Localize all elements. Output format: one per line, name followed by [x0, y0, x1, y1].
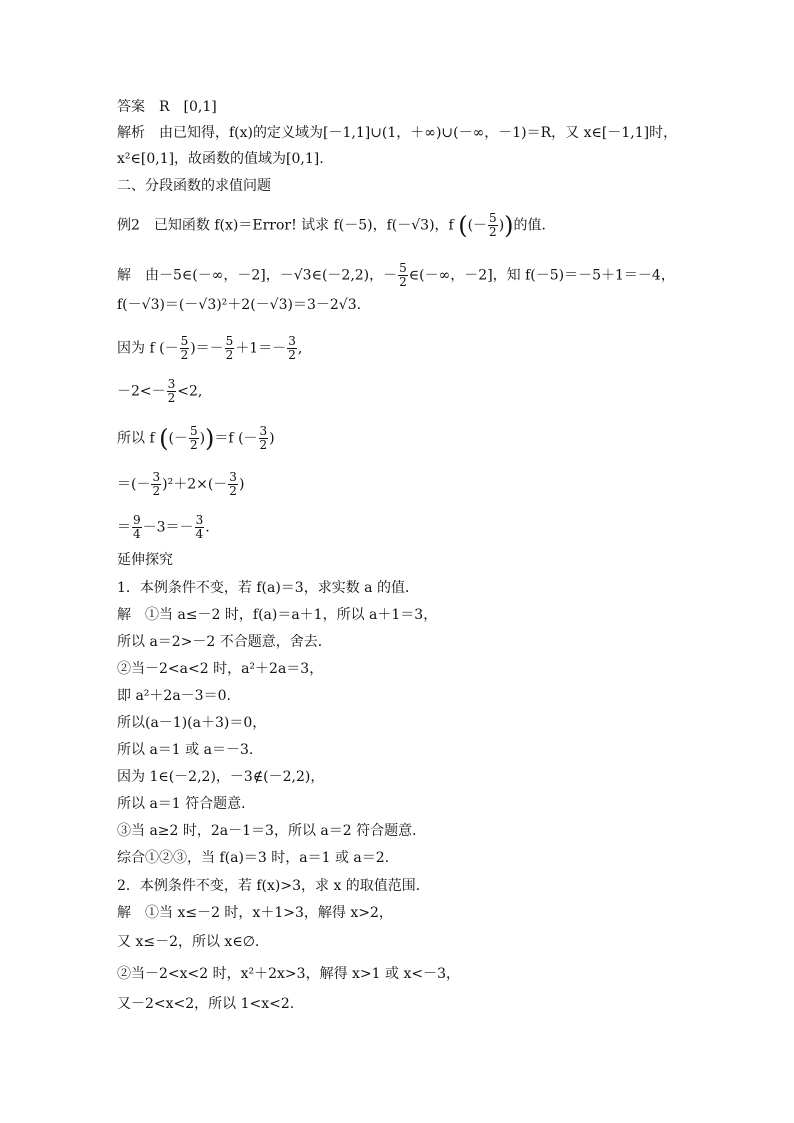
solution-text-tail: ∈(－∞，－2]，知 f(－5)＝－5＋1＝－4，: [408, 267, 675, 284]
numerator: 5: [399, 261, 407, 275]
paren: (: [159, 424, 169, 453]
paren: ): [205, 424, 215, 453]
fraction: [132, 514, 142, 541]
denominator: 2: [225, 348, 234, 362]
minus-sign: －: [209, 340, 224, 357]
q1-line-7: 因为 1∈(－2,2)，－3∉(－2,2)，: [117, 769, 325, 785]
denominator: 2: [288, 348, 296, 362]
fraction: [287, 335, 297, 362]
fraction: [167, 378, 177, 405]
equals: ＝: [117, 519, 131, 536]
solution-line-1: [117, 262, 675, 289]
fraction: [180, 335, 190, 362]
q1-line-10: 综合①②③，当 f(a)＝3 时，a＝1 或 a＝2.: [117, 850, 390, 866]
solution-line-5: [117, 425, 275, 452]
q2-line-2: 又 x≤－2，所以 x∈∅.: [117, 934, 260, 950]
q1-line-2: 所以 a＝2>－2 不合题意，舍去．: [117, 634, 332, 650]
numerator: 3: [195, 513, 204, 527]
paren: (: [467, 217, 474, 234]
paren: (: [159, 340, 165, 357]
paren: ): [498, 217, 505, 234]
square-plus: ²＋2×: [167, 476, 208, 493]
fraction: [398, 262, 408, 289]
paren: ): [199, 430, 206, 447]
solution-line-2: f(－√3)＝(－√3)²＋2(－√3)＝3－2√3.: [117, 297, 362, 313]
example-text: 例2 已知函数 f(x)＝Error! 试求 f(－5)，f(－√3)，f: [117, 217, 459, 234]
numerator: 5: [489, 211, 497, 225]
numerator: 5: [189, 424, 198, 438]
numerator: 5: [180, 334, 189, 348]
denominator: 2: [167, 391, 176, 405]
q1-line-8: 所以 a＝1 符合题意．: [117, 796, 256, 812]
denominator: 2: [489, 225, 497, 239]
q2-line-3: ②当－2<x<2 时，x²＋2x>3，解得 x>1 或 x<－3，: [117, 966, 460, 982]
fraction: [228, 471, 238, 498]
numerator: 3: [259, 424, 268, 438]
fraction: [225, 335, 235, 362]
paren: (: [131, 476, 137, 493]
paren: (: [458, 211, 468, 240]
solution-text: 因为 f: [117, 340, 160, 357]
denominator: 2: [152, 484, 161, 498]
solution-text-tail: <2,: [177, 383, 203, 400]
q2-line-1: 解 ①当 x≤－2 时，x＋1>3，解得 x>2，: [117, 905, 393, 921]
fraction: [259, 425, 269, 452]
equals-f: ＝f: [214, 430, 239, 447]
solution-line-4: [117, 378, 202, 405]
solution-line-7: [117, 514, 210, 541]
numerator: 3: [167, 377, 176, 391]
numerator: 9: [133, 513, 141, 527]
solution-text: ＝: [117, 476, 131, 493]
question-1: 1．本例条件不变，若 f(a)＝3，求实数 a 的值．: [117, 580, 419, 596]
solution-line-3: [117, 335, 302, 362]
comma: ,: [297, 340, 303, 357]
analysis-line-2: x²∈[0,1]，故函数的值域为[0,1].: [117, 151, 324, 167]
solution-text: －3＝－: [142, 519, 194, 536]
numerator: 3: [229, 470, 237, 484]
paren: (: [168, 430, 174, 447]
fraction: [189, 425, 199, 452]
minus-sign: －: [173, 430, 188, 447]
example-tail: 的值．: [513, 217, 556, 234]
minus-sign: －: [473, 217, 488, 234]
numerator: 3: [152, 470, 161, 484]
minus-sign: －: [164, 340, 179, 357]
paren: (: [207, 476, 214, 493]
q1-line-9: ③当 a≥2 时，2a－1＝3，所以 a＝2 符合题意．: [117, 823, 427, 839]
minus-sign: －: [243, 430, 258, 447]
example-line: [117, 212, 556, 239]
denominator: 4: [195, 527, 204, 541]
fraction: [195, 514, 205, 541]
fraction: [151, 471, 161, 498]
minus-sign: －: [213, 476, 228, 493]
paren: ): [269, 430, 275, 447]
denominator: 4: [133, 527, 141, 541]
section-heading: 二、分段函数的求值问题: [117, 178, 271, 194]
paren: ): [162, 476, 168, 493]
q1-line-1: 解 ①当 a≤－2 时，f(a)＝a＋1，所以 a＋1＝3，: [117, 607, 438, 623]
paren: ): [190, 340, 196, 357]
question-2: 2．本例条件不变，若 f(x)>3，求 x 的取值范围．: [117, 878, 430, 894]
minus-sign: －: [136, 476, 151, 493]
q1-line-6: 所以 a＝1 或 a＝－3.: [117, 742, 254, 758]
paren: ): [238, 476, 245, 493]
denominator: 2: [189, 438, 198, 452]
denominator: 2: [180, 348, 189, 362]
paren: (: [238, 430, 244, 447]
numerator: 5: [225, 334, 234, 348]
denominator: 2: [259, 438, 268, 452]
q1-line-4: 即 a²＋2a－3＝0.: [117, 688, 231, 704]
denominator: 2: [229, 484, 237, 498]
equals: ＝: [195, 340, 210, 357]
q1-line-3: ②当－2<a<2 时，a²＋2a＝3，: [117, 661, 324, 677]
answer-line: 答案 R [0,1]: [117, 99, 217, 115]
q1-line-5: 所以(a－1)(a＋3)＝0，: [117, 715, 267, 731]
solution-line-6: [117, 471, 244, 498]
solution-text: 所以 f: [117, 430, 160, 447]
extension-heading: 延伸探究: [117, 552, 173, 568]
fraction: [488, 212, 498, 239]
analysis-line-1: 解析 由已知得，f(x)的定义域为[－1,1]∪(1，＋∞)∪(－∞，－1)＝R，又 x∈[－1,1]时，: [117, 125, 678, 141]
solution-text: －2<－: [117, 383, 166, 400]
paren: ): [504, 211, 514, 240]
plus-one: ＋1＝－: [235, 340, 287, 357]
period: .: [205, 519, 210, 536]
numerator: 3: [288, 334, 296, 348]
q2-line-4: 又－2<x<2，所以 1<x<2.: [117, 996, 295, 1012]
solution-text: 解 由－5∈(－∞，－2]，－√3∈(－2,2)，－: [117, 267, 398, 284]
denominator: 2: [399, 275, 407, 289]
